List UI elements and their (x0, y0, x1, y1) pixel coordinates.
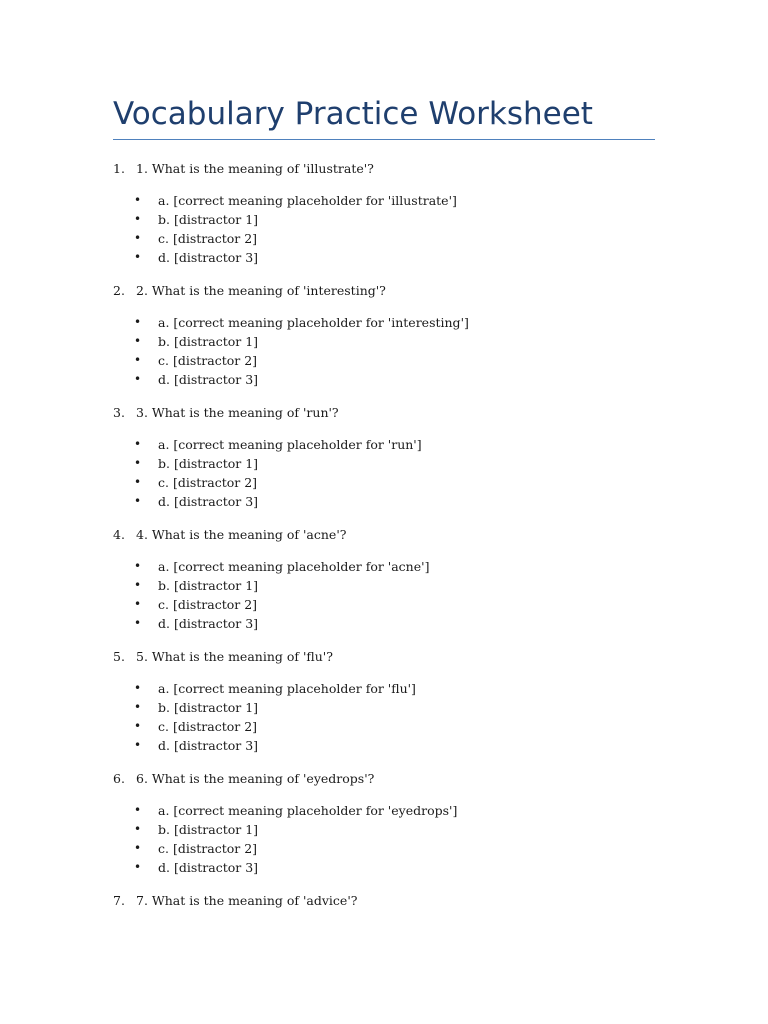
option-item (113, 248, 673, 267)
option-item (113, 614, 673, 633)
option-item (113, 473, 673, 492)
question-line (113, 891, 673, 910)
bullet-icon: • (134, 231, 142, 245)
option-list (113, 801, 673, 877)
bullet-icon: • (134, 597, 142, 611)
option-text: a. [correct meaning placeholder for 'run'] (158, 437, 422, 452)
option-text: d. [distractor 3] (158, 860, 259, 875)
option-text: c. [distractor 2] (158, 231, 258, 246)
question-text: 3. What is the meaning of 'run'? (136, 405, 339, 420)
option-text: b. [distractor 1] (158, 578, 259, 593)
question-number: 1. (113, 161, 125, 176)
option-text: d. [distractor 3] (158, 738, 259, 753)
bullet-icon: • (134, 372, 142, 386)
question-number: 4. (113, 527, 125, 542)
option-item (113, 679, 673, 698)
bullet-icon: • (134, 559, 142, 573)
question-number: 7. (113, 893, 125, 908)
bullet-icon: • (134, 700, 142, 714)
option-text: c. [distractor 2] (158, 353, 258, 368)
option-item (113, 210, 673, 229)
option-item (113, 191, 673, 210)
question-line (113, 769, 673, 788)
option-item (113, 229, 673, 248)
bullet-icon: • (134, 456, 142, 470)
bullet-icon: • (134, 315, 142, 329)
option-item (113, 858, 673, 877)
question-item (113, 769, 673, 877)
question-item (113, 525, 673, 633)
option-text: a. [correct meaning placeholder for 'acne'] (158, 559, 430, 574)
option-text: c. [distractor 2] (158, 597, 258, 612)
option-text: a. [correct meaning placeholder for 'interesting'] (158, 315, 469, 330)
question-number: 2. (113, 283, 125, 298)
question-line (113, 647, 673, 666)
title-underline-divider (113, 139, 655, 140)
option-item (113, 801, 673, 820)
option-list (113, 191, 673, 267)
option-text: a. [correct meaning placeholder for 'eyedrops'] (158, 803, 458, 818)
option-list (113, 435, 673, 511)
question-line (113, 525, 673, 544)
option-item (113, 370, 673, 389)
option-list (113, 679, 673, 755)
question-text: 7. What is the meaning of 'advice'? (136, 893, 358, 908)
option-item (113, 736, 673, 755)
question-line (113, 159, 673, 178)
bullet-icon: • (134, 738, 142, 752)
bullet-icon: • (134, 803, 142, 817)
option-text: a. [correct meaning placeholder for 'flu'] (158, 681, 416, 696)
question-text: 6. What is the meaning of 'eyedrops'? (136, 771, 375, 786)
option-item (113, 839, 673, 858)
bullet-icon: • (134, 494, 142, 508)
option-text: c. [distractor 2] (158, 719, 258, 734)
question-item (113, 159, 673, 267)
option-text: d. [distractor 3] (158, 616, 259, 631)
option-text: b. [distractor 1] (158, 212, 259, 227)
question-number: 6. (113, 771, 125, 786)
option-text: b. [distractor 1] (158, 700, 259, 715)
option-item (113, 454, 673, 473)
page-title: Vocabulary Practice Worksheet (113, 96, 593, 132)
option-item (113, 698, 673, 717)
option-text: d. [distractor 3] (158, 250, 259, 265)
question-text: 1. What is the meaning of 'illustrate'? (136, 161, 374, 176)
option-text: b. [distractor 1] (158, 334, 259, 349)
bullet-icon: • (134, 437, 142, 451)
option-text: c. [distractor 2] (158, 841, 258, 856)
option-text: d. [distractor 3] (158, 494, 259, 509)
question-text: 2. What is the meaning of 'interesting'? (136, 283, 386, 298)
bullet-icon: • (134, 681, 142, 695)
question-line (113, 403, 673, 422)
option-text: b. [distractor 1] (158, 822, 259, 837)
option-text: a. [correct meaning placeholder for 'illustrate'] (158, 193, 457, 208)
option-item (113, 492, 673, 511)
bullet-icon: • (134, 193, 142, 207)
bullet-icon: • (134, 719, 142, 733)
bullet-icon: • (134, 334, 142, 348)
question-list (113, 159, 673, 910)
question-item (113, 647, 673, 755)
option-item (113, 332, 673, 351)
bullet-icon: • (134, 860, 142, 874)
option-item (113, 576, 673, 595)
option-item (113, 557, 673, 576)
option-item (113, 351, 673, 370)
option-text: c. [distractor 2] (158, 475, 258, 490)
question-item (113, 403, 673, 511)
bullet-icon: • (134, 250, 142, 264)
bullet-icon: • (134, 616, 142, 630)
bullet-icon: • (134, 841, 142, 855)
question-text: 5. What is the meaning of 'flu'? (136, 649, 333, 664)
question-item (113, 891, 673, 910)
option-text: b. [distractor 1] (158, 456, 259, 471)
bullet-icon: • (134, 578, 142, 592)
question-line (113, 281, 673, 300)
bullet-icon: • (134, 212, 142, 226)
option-item (113, 435, 673, 454)
bullet-icon: • (134, 353, 142, 367)
option-item (113, 717, 673, 736)
question-text: 4. What is the meaning of 'acne'? (136, 527, 347, 542)
option-item (113, 820, 673, 839)
bullet-icon: • (134, 475, 142, 489)
option-list (113, 557, 673, 633)
option-list (113, 313, 673, 389)
option-text: d. [distractor 3] (158, 372, 259, 387)
option-item (113, 313, 673, 332)
question-item (113, 281, 673, 389)
question-number: 3. (113, 405, 125, 420)
bullet-icon: • (134, 822, 142, 836)
question-number: 5. (113, 649, 125, 664)
option-item (113, 595, 673, 614)
